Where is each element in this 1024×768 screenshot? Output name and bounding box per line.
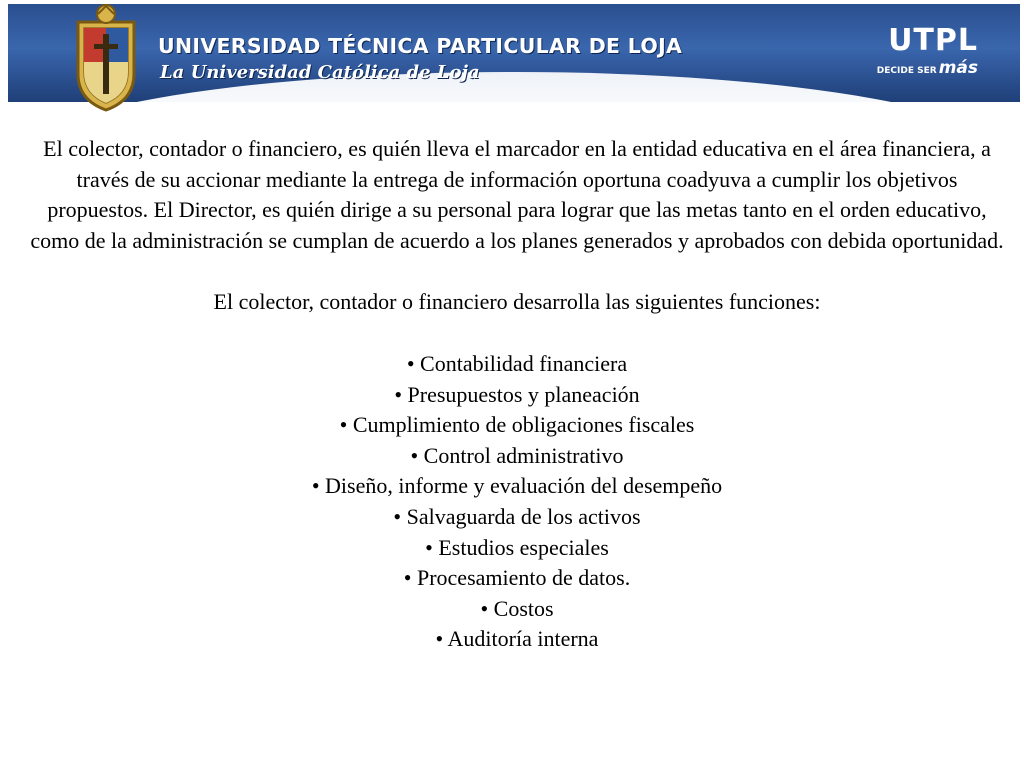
list-item: • Presupuestos y planeación [394, 381, 640, 407]
list-item: • Procesamiento de datos. [403, 565, 631, 591]
university-subtitle: La Universidad Católica de Loja [160, 62, 480, 83]
slogan-prefix: DECIDE SER [876, 66, 937, 76]
university-crest-icon [70, 4, 142, 114]
list-item: • Costos [480, 595, 554, 621]
slide-content [30, 134, 1004, 655]
list-item: • Contabilidad financiera [406, 350, 628, 376]
slogan-emphasis: más [938, 58, 978, 78]
list-item: • Control administrativo [410, 442, 624, 468]
brand-slogan [877, 58, 978, 78]
brand-name: UTPL [888, 23, 978, 58]
list-item: • Estudios especiales [425, 534, 609, 560]
body-paragraph: El colector, contador o financiero, es quién lleva el marcador en la entidad educativa en el área financiera, a través de su accionar mediante la entrega de información oportuna coadyuva a cumplir los objetivos propuestos. El Director, es quién dirige a su personal para lograr que las metas tanto en el orden educativo, como de la administración se cumplan de acuerdo a los planes generados y aprobados con debida oportunidad. [30, 136, 1004, 253]
university-title: UNIVERSIDAD TÉCNICA PARTICULAR DE LOJA [158, 34, 683, 58]
functions-intro: El colector, contador o financiero desarrolla las siguientes funciones: [213, 289, 821, 315]
header-banner [8, 4, 1020, 102]
list-item: • Cumplimiento de obligaciones fiscales [339, 412, 695, 438]
list-item: • Auditoría interna [435, 626, 599, 652]
functions-list [30, 349, 1004, 655]
list-item: • Diseño, informe y evaluación del desempeño [311, 473, 723, 499]
brand-logo [876, 23, 978, 78]
list-item: • Salvaguarda de los activos [393, 503, 641, 529]
